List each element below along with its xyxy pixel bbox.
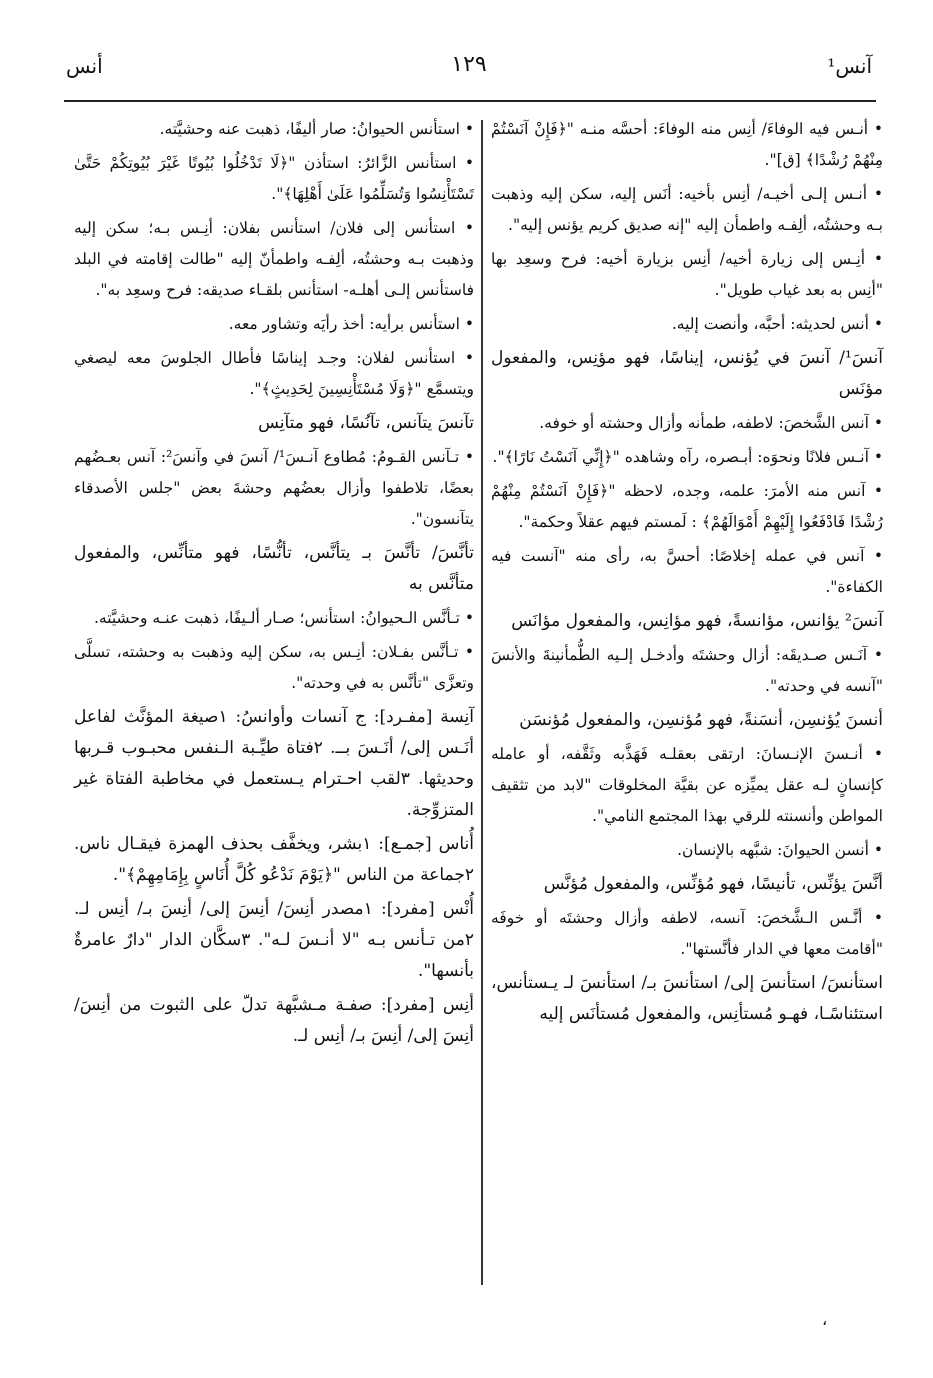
definition-entry: • آنـس فلانًا ونحوَه: أبـصره، رآه وشاهده "﴿إِنِّي آنَسْتُ نَارًا﴾". — [491, 442, 883, 473]
definition-entry: • تـأنَّس الـحيوانُ: استأنس؛ صـار ألـيفًا، ذهبت عنـه وحشيَّته. — [74, 603, 474, 634]
headword-entry: تأنَّسَ/ تأنَّسَ بـ يتأنَّس، تأنُّسًا، فهو متأنِّس، والمفعول متأنَّس به — [74, 543, 474, 594]
header-last-word: أنس — [66, 54, 103, 78]
page-number: ١٢٩ — [451, 52, 487, 77]
footer-mark: ، — [822, 1310, 828, 1329]
definition-entry: • استأنس لفلان: وجـد إيناسًا فأطال الجلوسَ معه ليصغي ويتسمَّع "﴿وَلَا مُسْتَأْنِسِينَ لِحَدِيثٍ﴾". — [74, 343, 474, 405]
headword-entry: آنسَ² يؤانس، مؤانسةً، فهو مؤانِس، والمفعول مؤانَس — [511, 611, 883, 631]
headword-entry: استأنسَ/ استأنسَ إلى/ استأنسَ بـ/ استأنسَ لـ يـستأنس، استئناسًـا، فهـو مُستأنِس، والمفعول مُستأنَس إليه — [491, 973, 883, 1024]
page-header — [66, 50, 872, 90]
definition-entry: • أنسن الحيوانَ: شبَّهه بالإنسان. — [491, 835, 883, 866]
headword-entry: أنسنَ يُؤنسِن، أنسَنةً، فهو مُؤنسِن، والمفعول مُؤنسَن — [519, 710, 883, 730]
definition-entry: • تـآنس القـومُ: مُطاوع آنـسَ¹/ آنسَ في وآنسَ²: آنس بعـضُهم بعضًا، تلاطفوا وأزال بعضُهم وحشةَ بعض "جلس الأصدقاء يتآنسون". — [74, 442, 474, 535]
definition-entry: • استأنس الزَّائرُ: استأذن "﴿لَا تَدْخُلُوا بُيُوتًا غَيْرَ بُيُوتِكُمْ حَتَّىٰ تَسْتَأْنِسُوا وَتُسَلِّمُوا عَلَىٰ أَهْلِهَا﴾". — [74, 148, 474, 210]
definition-entry: • استأنس إلى فلان/ استأنس بفلان: أنِـس بـه؛ سكن إليه وذهبت بـه وحشتُه، ألِفـه واطمأنّ إليه "طالت إقامته في البلد فاستأنس إلـى أهلـه- استأنس بلقـاء صديقه: فرح وسعِد به". — [74, 213, 474, 306]
headword-entry: آنِسة [مفـرد]: ج آنسات وأوانسُ: ١صيغة المؤنَّث لفاعل أنَـس إلى/ أنَـسَ بــ. ٢فتاة طيِّـبة الـنفس محبـوب قـربها وحديثها. ٣لقب احـترام يـستعمل في مخاطبة الفتاة غير المتزوِّجة. — [74, 707, 474, 820]
definition-entry: • تـأنَّس بفـلان: أنِـس به، سكن إليه وذهبت به وحشته، تسلَّى وتعزَّى "تأنَّس به في وحدته". — [74, 637, 474, 699]
header-rule — [64, 100, 876, 102]
definition-entry: • أنس لحديثه: أحبَّه، وأنصت إليه. — [491, 309, 883, 340]
definition-entry: • استأنس الحيوانُ: صار أليفًا، ذهبت عنه وحشيَّته. — [74, 114, 474, 145]
right-column — [491, 114, 883, 1033]
left-column — [74, 114, 474, 1055]
definition-entry: • آنَـس صـديقَه: أزال وحشتَه وأدخـل إلـيه الطُّمأنينةَ والأنسَ "آنسه في وحدته". — [491, 640, 883, 702]
headword-entry: أُنْس [مفرد]: ١مصدر أنِسَ/ أنِسَ إلى/ أنِسَ بـ/ أنِس لـ. ٢من تـأنس بـه "لا أنـسَ لـه". ٣سكَّان الدار "دارٌ عامرةٌ بأنسها". — [74, 899, 474, 981]
headword-entry: أنِس [مفرد]: صفـة مـشبَّهة تدلّ على الثبوت من أنِسَ/ أنِسَ إلى/ أنِسَ بـ/ أنِس لـ. — [74, 995, 474, 1046]
definition-entry: • آنس الشَّخصَ: لاطفه، طمأنه وأزال وحشته أو خوفه. — [491, 408, 883, 439]
headword-entry: تآنسَ يتآنس، تآنُسًا، فهو متآنِس — [258, 413, 474, 433]
definition-entry: • أنِـس إلى زيارة أخيه/ أنِس بزيارة أخيه: فرح وسعِد بها "أنِس به بعد غياب طويل". — [491, 244, 883, 306]
definition-entry: • استأنس برأيه: أخذ رأيَه وتشاور معه. — [74, 309, 474, 340]
header-first-word: آنس¹ — [827, 54, 872, 78]
column-divider — [481, 120, 483, 1285]
definition-entry: • آنس منه الأمرَ: علمه، وجده، لاحظه "﴿فَإِنْ آنَسْتُمْ مِنْهُمْ رُشْدًا فَادْفَعُوا إِلَيْهِمْ أَمْوَالَهُمْ﴾ : لَمستم فيهم عقلاً وحكمة". — [491, 476, 883, 538]
headword-entry: أُناس [جمـع]: ١بشر، ويخفَّف بحذف الهمزة فيقـال ناس. ٢جماعة من الناس "﴿يَوْمَ نَدْعُو كُلَّ أُنَاسٍ بِإِمَامِهِمْ﴾". — [74, 834, 474, 885]
definition-entry: • آنس في عمله إخلاصًا: أحسَّ به، رأى منه "آنست فيه الكفاءة". — [491, 541, 883, 603]
headword-entry: أنَّسَ يؤنِّس، تأنيسًا، فهو مُؤنِّس، والمفعول مُؤنَّس — [543, 874, 883, 894]
definition-entry: • أنـس إلـى أخيـه/ أنِس بأخيه: أنَس إليه، سكن إليه وذهبت بـه وحشتُه، ألِفـه واطمأن إليه "إنه صديق كريم يؤنس إليه". — [491, 179, 883, 241]
definition-entry: • أنـس فيه الوفاءَ/ أنِس منه الوفاءَ: أحسَّه منـه "﴿فَإِنْ آنَسْتُمْ مِنْهُمْ رُشْدًا﴾ [ق]". — [491, 114, 883, 176]
headword-entry: آنسَ¹/ آنسَ في يُؤنس، إيناسًا، فهو مؤنِس، والمفعول مؤنَس — [491, 348, 883, 399]
definition-entry: • أنـسنَ الإنـسانَ: ارتقى بعقلـه فَهَذَّبه وثَقَّفه، أو عامله كإنسانٍ لـه عقل يميِّزه عن بقيَّة المخلوقات "لابد من تثقيف المواطن وأنسنته للرقي بهذا المجتمع النامي". — [491, 739, 883, 832]
definition-entry: • أنَّـس الـشَّخصَ: آنسه، لاطفه وأزال وحشتَه أو خوفَه "أقامت معها في الدار فأنَّستها". — [491, 903, 883, 965]
